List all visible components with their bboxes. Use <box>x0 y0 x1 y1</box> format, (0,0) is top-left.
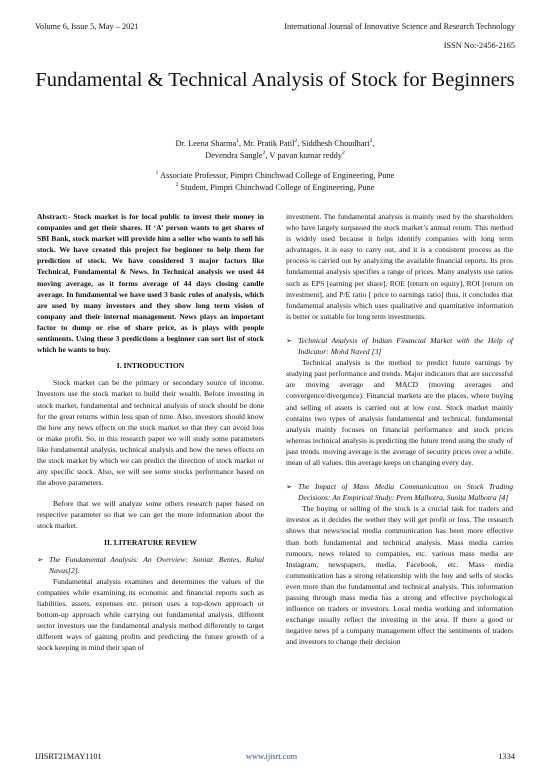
journal-name: International Journal of Innovative Science and Research Technology <box>284 22 515 31</box>
author-name: Mr. Pratik Patil <box>243 139 295 148</box>
arrow-bullet-icon: ➢ <box>286 335 293 345</box>
paper-title: Fundamental & Technical Analysis of Stock for Beginners <box>35 69 515 91</box>
author-affil-mark: 1 <box>236 138 239 145</box>
literature-item-heading: ➢ The Fundamental Analysis: An Overview: Soniar. Bentes, Rahul Navas[2]. <box>37 554 264 575</box>
journal-volume: Volume 6, Issue 5, May – 2021 <box>35 22 139 31</box>
author-name: Devendra Sangle <box>205 151 263 160</box>
literature-paragraph: The buying or selling of the stock is a crucial task for traders and investor as it decides the wether they will get profit or loss. The research shows that news/social media communication has been more effective than both fundamental and technical analysis. Mass media carries rumours, news related to companies, etc. various mass media are Instagram, newspapers, media, Facebook, etc. Mass media communication has a strong relationship with the buy and sells of stocks even more than the fundamental and technical analysis. This information passing through mass media has a strong and effective psychological influence on traders or investors. Local media working and information exchange usually reflect the investing in the area. If there a good or negative news pf a company management effect the sentiments of traders and investors to change their decision <box>286 504 513 647</box>
journal-website-link[interactable]: www.ijisrt.com <box>246 752 298 761</box>
arrow-bullet-icon: ➢ <box>286 482 293 492</box>
author-name: Siddhesh Choudhari <box>301 139 370 148</box>
section-heading-introduction: I. INTRODUCTION <box>116 361 185 371</box>
page-number: 1334 <box>498 752 515 761</box>
arrow-bullet-icon: ➢ <box>37 554 44 564</box>
literature-paragraph: Fundamental analysis examines and determines the values of the companies while examining its economic and financial reports such as liabilities, assets, expenses etc. person uses a top-down approach or bottom-up approach while carrying out fundamental analysis. different sector investors use the fundamental analysis method differently to target different ways of gaining profits and predicting the future growth of a stock keeping in mind their span of <box>37 576 264 653</box>
left-column <box>37 211 264 653</box>
literature-paragraph: investment. The fundamental analysis is mainly used by the shareholders who have largely surpassed the stock market’s annual return. This method is widely used because it helps identify companies with long term advantages, it is easy to carry out, and it is a consistent process as the process is carried out by analyzing the available financial reports. Its pros fundamental analysis specifies a range of prices. Many analysts use ratios such as EPS [earning per share], ROE [return on equity], ROI [return on investment], and P/E ratio [ price to earnings ratio] thus, it concludes that fundamental analysis which uses qualitative and quantitative information is better or suitable for long term investments. <box>286 212 513 321</box>
intro-paragraph: Stock market can be the primary or secondary source of income. Investors use the stock market to build their wealth. Before investing in stock market, fundamental and technical analysis of stock should be done for the great returns within less span of time. Also, investors should know the how any news effects on the stock market so that they can avoid loss or make profit. So, in this research paper we will study some parameters like fundamental analysis, technical analysis and how the news effects on the stock market by which we can predict the direction of stock market or any specific stock. Also, we will see some stocks performance based on the above parameters. <box>37 378 264 488</box>
author-affil-mark: 2 <box>262 150 266 157</box>
author-affil-mark: 2 <box>294 138 298 145</box>
affiliation-2: $^2$ Student, Pimpri Chinchwad College of Engineering, Pune <box>175 182 375 192</box>
section-heading-literature-review: II. LITERATURE REVIEW <box>104 537 197 547</box>
author-name: Dr. Leena Sharma <box>175 139 237 148</box>
affiliations <box>30 170 520 194</box>
right-column <box>286 211 513 647</box>
author-affil-mark: 2 <box>369 138 373 145</box>
intro-paragraph: Before that we will analyze some others research paper based on respective parameter so that we can get the more information about the stock market. <box>37 499 264 531</box>
journal-issn: ISSN No:-2456-2165 <box>443 41 515 50</box>
literature-item-heading: ➢ Technical Analysis of Indian Financial Market with the Help of Indicator: Mohd Naved [3] <box>286 335 513 357</box>
author-affil-mark: 2 <box>342 150 345 157</box>
author-name: V pavan kumar reddy <box>269 151 343 160</box>
author-line-2: Devendra Sangle$^2$, V pavan kumar reddy$^2$ <box>205 150 345 160</box>
literature-item-heading: ➢ The Impact of Mass Media Communication on Stock Trading Decisions: An Empirical Study: Prem Malhotra, Sunita Malhotra [4] <box>286 482 513 503</box>
literature-paragraph: Technical analysis is the method to predict future earnings by studying past performance and trends. Major indicators that are successful are moving average and MACD (moving averages and convergence/divergence). Financial markets are the places, where buying and selling of assets is carried out at low cost. Stock market mainly contains two types of analysis fundamental and technical. fundamental analysis mainly focuses on financial performance and stock prices whereas technical analysis is predicting the future trend using the study of past trends. moving average is the average of security prices over a while. mean of all values. this average keeps on changing every day. <box>286 358 513 467</box>
paper-code: IJISRT21MAY1101 <box>35 752 102 761</box>
abstract: Abstract:- Stock market is for local public to invest their money in companies and get their shares. If ‘A’ person wants to get shares of SBI Bank, stock market will provide him a seller who wants to sell his stock. We have created this project for beginner to help them for prediction of stock. We have considered 3 major factors like Technical, Fundamental & News. In Technical analysis we used 44 moving average, as it forms average of 44 days closing candle average. In fundamental we have used 3 basic rules of analysis, which are used by many investors and they show long term vision of company and their internal management. News plays an important factor to dump or rise of share price, as is plays with people sentiments. Using these 3 predictions a beginner can sort list of stock which he wants to buy. <box>37 212 264 355</box>
author-line-1: Dr. Leena Sharma$^1$, Mr. Pratik Patil$^2$, Siddhesh Choudhari$^2$, <box>175 138 375 148</box>
author-list <box>30 138 520 162</box>
affiliation-1: $^1$ Associate Professor, Pimpri Chinchwad College of Engineering, Pune <box>155 170 395 180</box>
